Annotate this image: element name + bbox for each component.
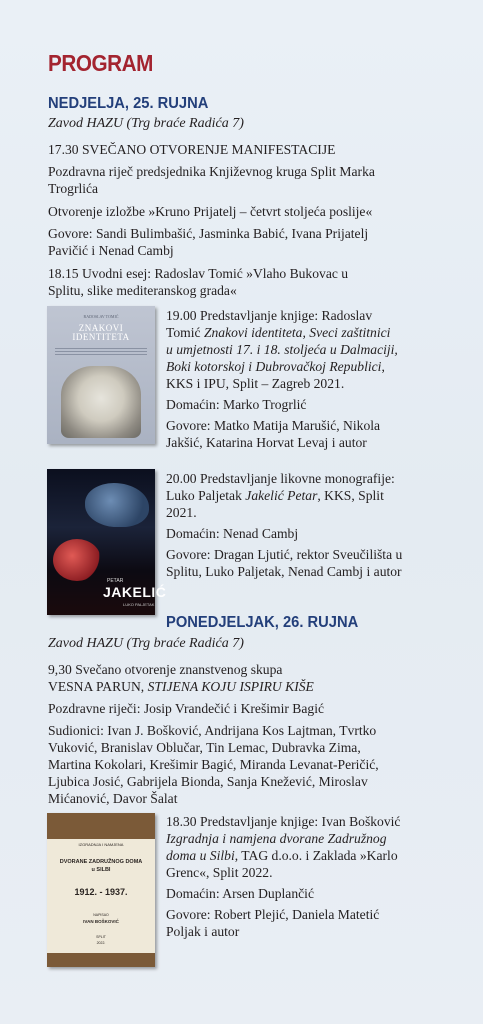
- event-greetings: Pozdravne riječi: Josip Vrandečić i Krešimir Bagić: [48, 701, 325, 716]
- event-speakers: Govore: Sandi Bulimbašić, Jasminka Babić, Ivana Prijatelj Pavičić i Nenad Cambj: [48, 226, 369, 258]
- page-title: PROGRAM: [48, 50, 153, 76]
- day2-venue: Zavod HAZU (Trg braće Radića 7): [48, 636, 244, 651]
- book-cover-znakovi-identiteta: RADOSLAV TOMIĆ ZNAKOVI IDENTITETA: [47, 306, 155, 444]
- event-book3: 18.30 Predstavljanje knjige: Ivan Bošković Izgradnja i namjena dvorane Zadružnog doma u Silbi, TAG d.o.o. i Zaklada »Karlo Grenc«, Split 2022. Domaćin: Arsen Duplančić Govore: Robert Plejić, Daniela Matetić Poljak i autor: [166, 814, 401, 939]
- event-book2: 20.00 Predstavljanje likovne monografije: Luko Paljetak Jakelić Petar, KKS, Split 2021. Domaćin: Nenad Cambj Govore: Dragan Ljutić, rektor Sveučilišta u Splitu, Luko Paljetak, Nenad Cambj i autor: [166, 471, 403, 579]
- book-cover-dvorane-silba: IZGRADNJA I NAMJENA DVORANE ZADRUŽNOG DOMA u SILBI 1912. - 1937. NAPISAO IVAN BOŠKOVIĆ SPLIT 2022.: [47, 813, 155, 967]
- event-essay: 18.15 Uvodni esej: Radoslav Tomić »Vlaho Bukovac u Splitu, slike mediteranskog grada«: [48, 266, 349, 298]
- event-participants: Sudionici: Ivan J. Bošković, Andrijana Kos Lajtman, Tvrtko Vuković, Branislav Oblučar, Tin Lemac, Dubravka Zima, Martina Kokolari, Krešimir Bagić, Miranda Levanat-Peričić, Ljubica Josić, Gabrijela Bionda, Sanja Knežević, Miroslav Mićanović, Davor Šalat: [48, 723, 379, 806]
- day1-heading: NEDJELJA, 25. RUJNA: [48, 95, 209, 112]
- event-book1: 19.00 Predstavljanje knjige: Radoslav Tomić Znakovi identiteta, Sveci zaštitnici u umjetnosti 17. i 18. stoljeća u Dalmaciji, Boki kotorskoj i Dubrovačkoj Republici, KKS i IPU, Split – Zagreb 2021. Domaćin: Marko Trogrlić Govore: Matko Matija Marušić, Nikola Jakšić, Katarina Horvat Levaj i autor: [166, 308, 398, 450]
- day2-heading: PONEDJELJAK, 26. RUJNA: [166, 614, 359, 631]
- cover-artwork: [85, 483, 149, 527]
- event-symposium: 9,30 Svečano otvorenje znanstvenog skupa VESNA PARUN, STIJENA KOJU ISPIRU KIŠE: [48, 662, 314, 694]
- cover-artwork: [61, 366, 141, 438]
- book-cover-jakelic: PETAR JAKELIĆ LUKO PALJETAK: [47, 469, 155, 615]
- day1-venue: Zavod HAZU (Trg braće Radića 7): [48, 116, 244, 131]
- event-welcome: Pozdravna riječ predsjednika Književnog kruga Split Marka Trogrlića: [48, 164, 375, 196]
- event-opening: 17.30 SVEČANO OTVORENJE MANIFESTACIJE: [48, 142, 336, 157]
- event-exhibition: Otvorenje izložbe »Kruno Prijatelj – četvrt stoljeća poslije«: [48, 204, 373, 219]
